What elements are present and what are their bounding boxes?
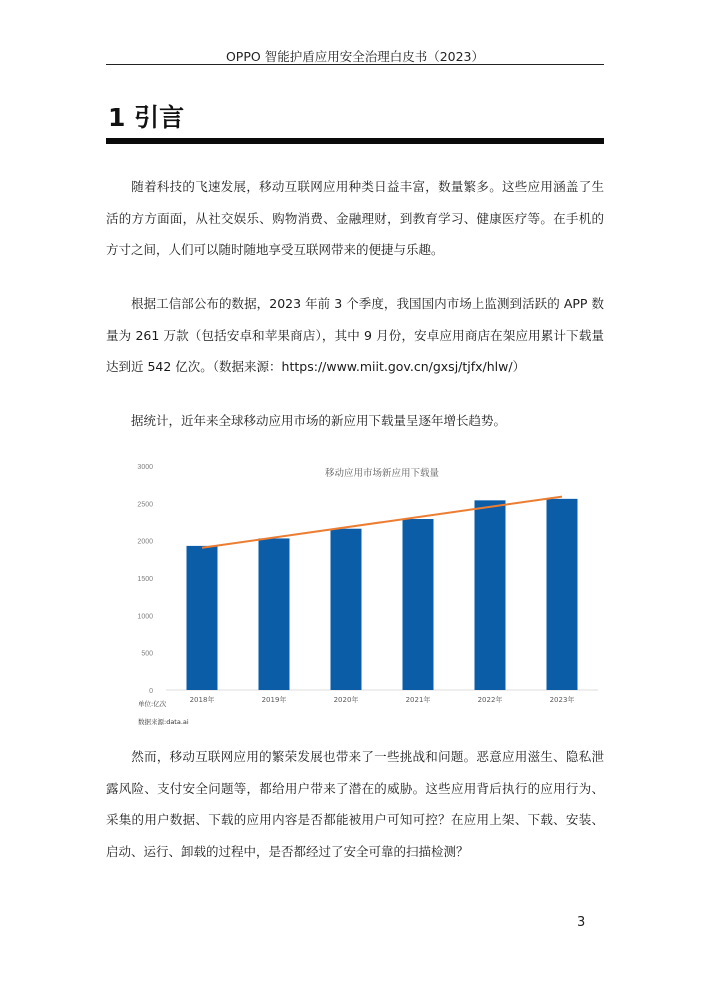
x-tick-label: 2020年 — [333, 696, 359, 704]
paragraph-chart-intro-text: 据统计，近年来全球移动应用市场的新应用下载量呈逐年增长趋势。 — [131, 413, 507, 428]
download-chart-svg — [106, 455, 604, 730]
y-tick-label: 3000 — [137, 464, 153, 471]
y-tick-label: 1500 — [137, 576, 153, 583]
bar-2018年 — [187, 546, 218, 690]
heading-underline-bar — [106, 138, 604, 144]
bar-2023年 — [547, 499, 578, 690]
y-tick-label: 500 — [141, 650, 153, 658]
y-tick-label: 0 — [149, 688, 153, 695]
x-tick-label: 2021年 — [405, 696, 431, 704]
bar-2022年 — [475, 500, 506, 690]
paragraph-statistics-text: 根据工信部公布的数据，2023 年前 3 个季度，我国国内市场上监测到活跃的 APP 数量为 261 万款（包括安卓和苹果商店），其中 9 月份，安卓应用商店在架应用累计下载量达到近 542 亿次。（数据来源：https://www.miit.gov.cn/gxsj/tjfx/hlw/） — [106, 296, 604, 374]
bar-2019年 — [259, 538, 290, 690]
download-chart — [106, 455, 604, 730]
bar-2020年 — [331, 529, 362, 690]
x-tick-label: 2019年 — [261, 696, 287, 704]
x-tick-label: 2023年 — [549, 696, 575, 704]
page-number: 3 — [577, 915, 586, 930]
chart-unit-note: 单位:亿次 — [138, 700, 167, 708]
section-heading: 1 引言 — [108, 103, 185, 132]
paragraph-intro-text: 随着科技的飞速发展，移动互联网应用种类日益丰富，数量繁多。这些应用涵盖了生活的方方面面，从社交娱乐、购物消费、金融理财，到教育学习、健康医疗等。在手机的方寸之间，人们可以随时随地享受互联网带来的便捷与乐趣。 — [106, 179, 604, 257]
x-tick-label: 2022年 — [477, 696, 503, 704]
paragraph-chart-intro — [106, 405, 604, 437]
header-divider — [106, 64, 604, 65]
x-tick-label: 2018年 — [189, 696, 215, 704]
paragraph-intro — [106, 171, 604, 266]
paragraph-challenges — [106, 741, 604, 867]
y-tick-label: 1000 — [137, 613, 153, 621]
chart-source-note: 数据来源:data.ai — [138, 718, 189, 726]
y-tick-label: 2500 — [137, 501, 153, 509]
chart-title: 移动应用市场新应用下载量 — [324, 468, 440, 479]
paragraph-statistics — [106, 288, 604, 383]
page-header-title: OPPO 智能护盾应用安全治理白皮书（2023） — [225, 49, 485, 64]
y-tick-label: 2000 — [137, 538, 153, 546]
paragraph-challenges-text: 然而，移动互联网应用的繁荣发展也带来了一些挑战和问题。恶意应用滋生、隐私泄露风险、支付安全问题等，都给用户带来了潜在的威胁。这些应用背后执行的应用行为、采集的用户数据、下载的应用内容是否都能被用户可知可控？在应用上架、下载、安装、启动、运行、卸载的过程中，是否都经过了安全可靠的扫描检测？ — [106, 749, 604, 859]
bar-2021年 — [403, 519, 434, 690]
trendline — [202, 497, 562, 548]
